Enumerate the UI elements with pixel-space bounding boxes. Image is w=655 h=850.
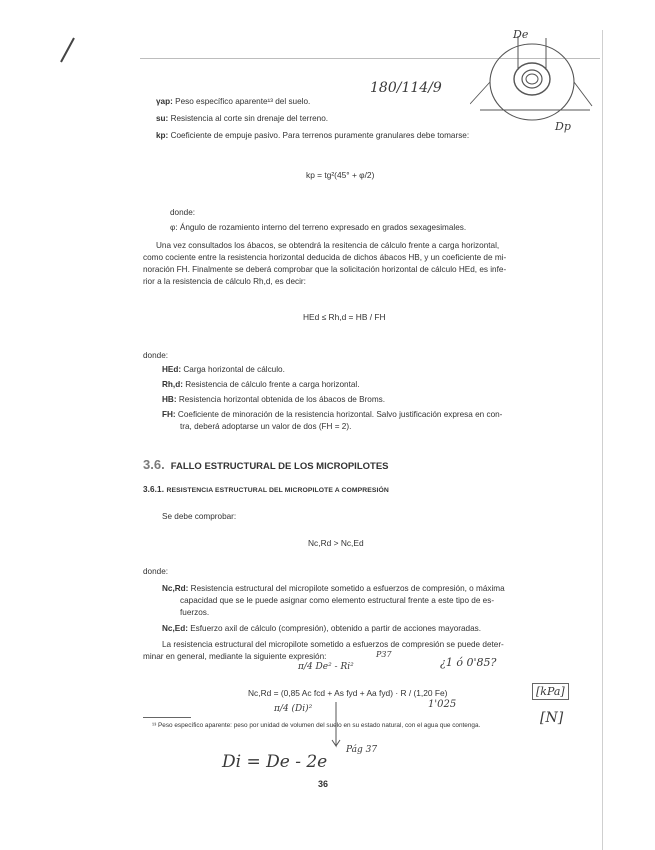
handwritten-units-kpa: [kPa] <box>532 683 569 700</box>
handwritten-ratio: 180/114/9 <box>370 80 442 96</box>
handwritten-p37: P37 <box>376 650 392 659</box>
pen-mark <box>58 36 76 66</box>
handwritten-area2: π/4 (Di)² <box>274 704 313 714</box>
subsection-label: RESISTENCIA ESTRUCTURAL DEL MICROPILOTE A COMPRESIÓN <box>166 487 389 494</box>
paragraph-line: minar en general, mediante la siguiente expresión: <box>143 652 327 661</box>
def-symbol: HEd: <box>162 365 182 374</box>
subsection-title <box>143 485 389 494</box>
def-fh-continued <box>180 421 351 433</box>
def-text: Carga horizontal de cálculo. <box>183 365 285 374</box>
def-symbol: FH: <box>162 410 176 419</box>
def-text: Coeficiente de minoración de la resistencia horizontal. Salvo justificación expresa en con- <box>177 410 503 419</box>
handwritten-pag: Pág 37 <box>346 745 378 755</box>
formula-kp: kp = tg²(45° + φ/2) <box>306 170 375 180</box>
paragraph-line: como cociente entre la resistencia horizontal deducida de dichos ábacos HB, y un coeficiente de mi- <box>143 253 507 262</box>
def-text: Peso específico aparente¹³ del suelo. <box>175 97 311 106</box>
def-hed <box>162 364 285 376</box>
handwritten-question: ¿1 ó 0'85? <box>440 656 497 669</box>
def-text: fuerzos. <box>180 608 210 617</box>
handwritten-units-n: [N] <box>540 710 564 726</box>
handwritten-de-label: De <box>513 28 529 41</box>
def-text: tra, deberá adoptarse un valor de dos (FH = 2). <box>180 422 352 431</box>
formula-n: Nc,Rd > Nc,Ed <box>308 538 364 548</box>
paragraph-line: La resistencia estructural del micropilote sometido a esfuerzos de compresión se puede deter- <box>162 640 504 649</box>
paragraph-line: Una vez consultados los ábacos, se obtendrá la resitencia de cálculo frente a carga horizontal, <box>156 241 500 250</box>
footnote-rule <box>143 717 191 718</box>
def-text: Esfuerzo axil de cálculo (compresión), obtenido a partir de acciones mayoradas. <box>190 624 482 633</box>
section-number: 3.6. <box>143 457 165 472</box>
def-text: Coeficiente de empuje pasivo. Para terrenos puramente granulares debe tomarse: <box>170 131 470 140</box>
def-text: capacidad que se le puede asignar como elemento estructural frente a este tipo de es- <box>180 596 495 605</box>
def-ncrd-continued <box>180 595 494 607</box>
def-text: Resistencia al corte sin drenaje del terreno. <box>170 114 329 123</box>
def-ncrd <box>162 583 505 595</box>
donde-label: donde: <box>170 208 196 217</box>
def-symbol: Nc,Rd: <box>162 584 189 593</box>
def-symbol: Rh,d: <box>162 380 183 389</box>
def-text: Resistencia horizontal obtenida de los ábacos de Broms. <box>178 395 386 404</box>
def-rhd <box>162 379 360 391</box>
handwritten-area-note: π/4 De² - Ri² <box>298 662 354 672</box>
def-symbol: Nc,Ed: <box>162 624 188 633</box>
handwritten-dp-label: Dp <box>555 120 571 133</box>
def-symbol: kp: <box>156 131 169 140</box>
def-fh <box>162 409 502 421</box>
se-debe-text: Se debe comprobar: <box>162 512 237 521</box>
page-number: 36 <box>318 779 329 789</box>
def-symbol: γap: <box>156 97 173 106</box>
def-text: Resistencia estructural del micropilote sometido a esfuerzos de compresión, o máxima <box>190 584 505 593</box>
handwritten-di-formula: Di = De - 2e <box>222 752 328 772</box>
section-label: FALLO ESTRUCTURAL DE LOS MICROPILOTES <box>170 461 389 472</box>
formula-h: HEd ≤ Rh,d = HB / FH <box>303 312 386 322</box>
def-gamma <box>156 96 310 108</box>
paragraph-line: rior a la resistencia de cálculo Rh,d, es decir: <box>143 277 306 286</box>
tube-cross-section-sketch <box>470 24 600 134</box>
subsection-number: 3.6.1. <box>143 485 165 494</box>
handwritten-fe: 1'025 <box>428 699 457 710</box>
def-symbol: HB: <box>162 395 177 404</box>
def-nced <box>162 623 481 635</box>
donde-label: donde: <box>143 351 169 360</box>
footnote: ¹³ Peso específico aparente: peso por unidad de volumen del suelo en su estado natural, con el agua que contenga. <box>152 722 481 729</box>
def-text: Resistencia de cálculo frente a carga horizontal. <box>185 380 360 389</box>
formula-big: Nc,Rd = (0,85 Ac fcd + As fyd + Aa fyd) · R / (1,20 Fe) <box>248 688 448 698</box>
section-title <box>143 457 389 472</box>
scan-edge <box>602 30 603 850</box>
def-hb <box>162 394 385 406</box>
paragraph-line: noración FH. Finalmente se deberá comprobar que la solicitación horizontal de cálculo HEd, es infe- <box>143 265 507 274</box>
def-su <box>156 113 328 125</box>
donde-label: donde: <box>143 567 169 576</box>
phi-definition: φ: Ángulo de rozamiento interno del terreno expresado en grados sexagesimales. <box>170 223 467 232</box>
def-kp <box>156 130 469 142</box>
def-symbol: su: <box>156 114 169 123</box>
def-ncrd-continued <box>180 607 209 619</box>
